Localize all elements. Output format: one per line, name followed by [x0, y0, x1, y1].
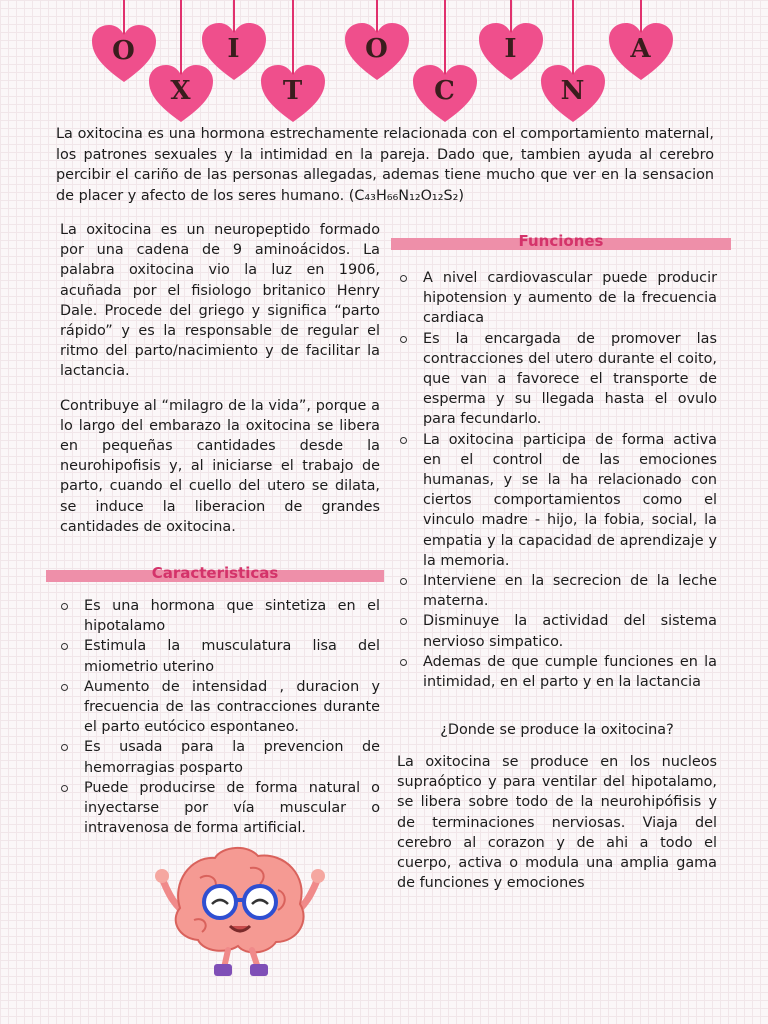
list-item: Aumento de intensidad , duracion y frecuencia de las contracciones durante el parto eutócico espontaneo.: [58, 677, 380, 738]
list-item: Puede producirse de forma natural o inyectarse por vía muscular o intravenosa de forma artificial.: [58, 778, 380, 839]
production-answer: La oxitocina se produce en los nucleos supraóptico y para ventilar del hipotalamo, se libera sobre todo de la neurohipófisis y de terminaciones nerviosas. Viaja del cerebro al corazon y de ahi a todo el cuerpo, activa o modula una amplia gama de funciones y emociones: [397, 754, 717, 892]
definition-paragraph: La oxitocina es un neuropeptido formado por una cadena de 9 aminoácidos. La palabra oxitocina vio la luz en 1906, acuñada por el fisiologo britanico Henry Dale. Procede del griego y significa “parto rápido” y es la responsable de regular el ritmo del parto/nacimiento y de facilitar la lactancia.: [60, 222, 380, 380]
characteristics-list: [58, 596, 380, 838]
heart-letter-4: [260, 64, 326, 124]
title-letter: N: [560, 76, 586, 106]
title-letter: I: [504, 34, 518, 64]
title-banner: [0, 0, 768, 115]
title-letter: I: [227, 34, 241, 64]
list-item: La oxitocina participa de forma activa en el control de las emociones humanas, y se la ha relacionado con ciertos comportamientos como el vinculo madre - hijo, la fobia, social, la empatia y la capacidad de aprendizaje y la memoria.: [397, 430, 717, 571]
heart-letter-3: [201, 22, 267, 82]
list-item: Es usada para la prevencion de hemorragias posparto: [58, 737, 380, 777]
left-column: [60, 220, 380, 537]
heart-letter-5: [344, 22, 410, 82]
heart-letter-6: [412, 64, 478, 124]
list-item: Es una hormona que sintetiza en el hipotalamo: [58, 596, 380, 636]
heart-letter-7: [478, 22, 544, 82]
production-question: ¿Donde se produce la oxitocina?: [440, 722, 674, 738]
title-letter: A: [630, 34, 652, 64]
list-item: Estimula la musculatura lisa del miometrio uterino: [58, 636, 380, 676]
section-band: [391, 232, 731, 250]
brain-with-glasses-icon: [150, 838, 330, 988]
list-item: Es la encargada de promover las contracciones del utero durante el coito, que van a favorece el transporte de esperma y su llegada hasta el ovulo para fecundarlo.: [397, 329, 717, 430]
list-item: A nivel cardiovascular puede producir hipotension y aumento de la frecuencia cardiaca: [397, 268, 717, 329]
title-letter: O: [365, 34, 389, 64]
list-item: Disminuye la actividad del sistema nervioso simpatico.: [397, 611, 717, 651]
section-band: [46, 564, 384, 582]
pregnancy-paragraph: Contribuye al “milagro de la vida”, porque a lo largo del embarazo la oxitocina se libera en pequeñas cantidades desde la neurohipofisis y, al iniciarse el trabajo de parto, cuando el cuello del utero se dilata, se induce la liberacion de grandes cantidades de oxitocina.: [60, 397, 380, 535]
list-item: Ademas de que cumple funciones en la intimidad, en el parto y en la lactancia: [397, 652, 717, 692]
functions-header: [397, 232, 733, 250]
heart-letter-9: [608, 22, 674, 82]
list-item: Interviene en la secrecion de la leche materna.: [397, 571, 717, 611]
intro-paragraph: La oxitocina es una hormona estrechamente relacionada con el comportamiento maternal, los patrones sexuales y la intimidad en la pareja. Dado que, tambien ayuda al cerebro percibir el cariño de las personas allegadas, ademas tiene mucho que ver en la sensacion de placer y afecto de los seres humano. (C₄₃H₆₆N₁₂O₁₂S₂): [56, 126, 714, 204]
functions-list: [397, 268, 717, 692]
title-letter: X: [170, 76, 192, 106]
title-letter: O: [112, 36, 136, 66]
functions-title: Funciones: [518, 232, 604, 250]
characteristics-title: Caracteristicas: [151, 564, 279, 582]
heart-letter-8: [540, 64, 606, 124]
characteristics-header: [46, 564, 384, 582]
title-letter: T: [282, 76, 304, 106]
title-letter: C: [434, 76, 456, 106]
